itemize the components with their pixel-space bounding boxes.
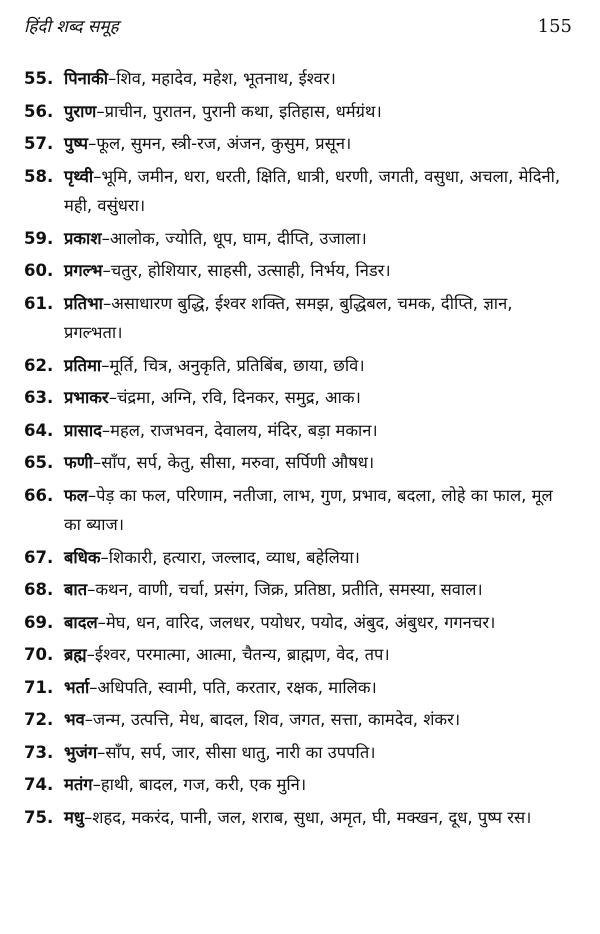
synonyms: असाधारण बुद्धि, ईश्वर शक्ति, समझ, बुद्धिबल, चमक, दीप्ति, ज्ञान, प्रगल्भता।: [64, 293, 513, 342]
headword: पृथ्वी: [64, 166, 94, 186]
synonyms: साँप, सर्प, केतु, सीसा, मरुवा, सर्पिणी औषध।: [101, 453, 375, 472]
entry-body: प्रतिमा–मूर्ति, चित्र, अनुकृति, प्रतिबिंब, छाया, छवि।: [64, 355, 365, 375]
headword: प्रासाद: [64, 420, 102, 440]
synonym-list: [24, 64, 572, 832]
entry-number: 67.: [24, 547, 54, 567]
entry-number: 75.: [24, 807, 54, 827]
synonyms: फूल, सुमन, स्त्री-रज, अंजन, कुसुम, प्रसून।: [96, 134, 352, 153]
entry-body: बादल–मेघ, धन, वारिद, जलधर, पयोधर, पयोद, अंबुद, अंबुधर, गगनचर।: [64, 612, 496, 632]
entry-body: प्रगल्भ–चतुर, होशियार, साहसी, उत्साही, निर्भय, निडर।: [64, 261, 391, 280]
headword: प्रतिमा: [64, 355, 102, 375]
entry-body: भव–जन्म, उत्पत्ति, मेध, बादल, शिव, जगत, सत्ता, कामदेव, शंकर।: [64, 710, 461, 729]
entry-number: 58.: [24, 166, 54, 186]
headword: प्रतिभा: [64, 293, 103, 313]
list-item: [24, 543, 572, 573]
synonyms: शिकारी, हत्यारा, जल्लाद, व्याध, बहेलिया।: [108, 547, 360, 567]
list-item: [24, 608, 572, 638]
entry-body: बधिक–शिकारी, हत्यारा, जल्लाद, व्याध, बहेलिया।: [64, 547, 360, 567]
entry-number: 72.: [24, 710, 54, 729]
headword: ब्रह्म: [64, 645, 87, 664]
entry-body: ब्रह्म–ईश्वर, परमात्मा, आत्मा, चैतन्य, ब्राह्मण, वेद, तप।: [64, 645, 390, 664]
entry-number: 70.: [24, 645, 54, 664]
entry-body: फणी–साँप, सर्प, केतु, सीसा, मरुवा, सर्पिणी औषध।: [64, 453, 375, 472]
synonyms: भूमि, जमीन, धरा, धरती, क्षिति, धात्री, धरणी, जगती, वसुधा, अचला, मेदिनी, मही, वसुंधरा।: [64, 166, 561, 215]
headword: प्रगल्भ: [64, 261, 103, 280]
headword: बधिक: [64, 547, 101, 567]
list-item: [24, 256, 572, 286]
headword: पुराण: [64, 101, 97, 121]
synonyms: चतुर, होशियार, साहसी, उत्साही, निर्भय, निडर।: [110, 261, 391, 280]
headword: मधु: [64, 807, 85, 827]
list-item: [24, 64, 572, 94]
entry-body: पृथ्वी–भूमि, जमीन, धरा, धरती, क्षिति, धात्री, धरणी, जगती, वसुधा, अचला, मेदिनी, मही, वसुंधरा।: [64, 166, 561, 215]
synonyms: आलोक, ज्योति, धूप, घाम, दीप्ति, उजाला।: [109, 228, 367, 248]
entry-number: 66.: [24, 485, 54, 505]
headword: पुष्प: [64, 134, 89, 153]
synonyms: साँप, सर्प, जार, सीसा धातु, नारी का उपपति।: [105, 742, 376, 762]
list-item: [24, 673, 572, 703]
page-header: [24, 14, 572, 54]
entry-body: भर्ता–अधिपति, स्वामी, पति, करतार, रक्षक, मालिक।: [64, 677, 377, 697]
headword: भुजंग: [64, 742, 98, 762]
entry-number: 62.: [24, 355, 54, 375]
entry-body: प्रभाकर–चंद्रमा, अग्नि, रवि, दिनकर, समुद्र, आक।: [64, 388, 361, 407]
synonyms: हाथी, बादल, गज, करी, एक मुनि।: [100, 775, 307, 794]
entry-number: 55.: [24, 69, 54, 88]
entry-number: 74.: [24, 775, 54, 794]
entry-body: पुराण–प्राचीन, पुरातन, पुरानी कथा, इतिहास, धर्मग्रंथ।: [64, 101, 382, 121]
list-item: [24, 481, 572, 540]
entry-body: बात–कथन, वाणी, चर्चा, प्रसंग, जिक्र, प्रतिष्ठा, प्रतीति, समस्या, सवाल।: [64, 580, 483, 599]
entry-body: मतंग–हाथी, बादल, गज, करी, एक मुनि।: [64, 775, 307, 794]
entry-body: फल–पेड़ का फल, परिणाम, नतीजा, लाभ, गुण, प्रभाव, बदला, लोहे का फाल, मूल का ब्याज।: [64, 485, 553, 534]
entry-number: 68.: [24, 580, 54, 599]
synonyms: कथन, वाणी, चर्चा, प्रसंग, जिक्र, प्रतिष्ठा, प्रतीति, समस्या, सवाल।: [95, 580, 483, 599]
entry-number: 71.: [24, 677, 54, 697]
headword: भव: [64, 710, 85, 729]
entry-number: 65.: [24, 453, 54, 472]
entry-number: 61.: [24, 293, 54, 313]
headword: बादल: [64, 612, 98, 632]
synonyms: मूर्ति, चित्र, अनुकृति, प्रतिबिंब, छाया, छवि।: [109, 355, 365, 375]
list-item: [24, 289, 572, 348]
entry-number: 64.: [24, 420, 54, 440]
entry-body: प्रकाश–आलोक, ज्योति, धूप, घाम, दीप्ति, उजाला।: [64, 228, 367, 248]
synonyms: पेड़ का फल, परिणाम, नतीजा, लाभ, गुण, प्रभाव, बदला, लोहे का फाल, मूल का ब्याज।: [64, 485, 553, 534]
synonyms: जन्म, उत्पत्ति, मेध, बादल, शिव, जगत, सत्ता, कामदेव, शंकर।: [93, 710, 461, 729]
list-item: [24, 224, 572, 254]
list-item: [24, 738, 572, 768]
list-item: [24, 575, 572, 605]
entry-body: मधु–शहद, मकरंद, पानी, जल, शराब, सुधा, अमृत, घी, मक्खन, दूध, पुष्प रस।: [64, 807, 532, 827]
synonyms: चंद्रमा, अग्नि, रवि, दिनकर, समुद्र, आक।: [116, 388, 361, 407]
entry-body: पिनाकी–शिव, महादेव, महेश, भूतनाथ, ईश्वर।: [64, 69, 336, 88]
synonyms: अधिपति, स्वामी, पति, करतार, रक्षक, मालिक।: [97, 677, 377, 697]
entry-number: 59.: [24, 228, 54, 248]
entry-body: पुष्प–फूल, सुमन, स्त्री-रज, अंजन, कुसुम, प्रसून।: [64, 134, 352, 153]
entry-number: 60.: [24, 261, 54, 280]
synonyms: महल, राजभवन, देवालय, मंदिर, बड़ा मकान।: [110, 420, 378, 440]
list-item: [24, 705, 572, 735]
synonyms: प्राचीन, पुरातन, पुरानी कथा, इतिहास, धर्मग्रंथ।: [104, 101, 382, 121]
list-item: [24, 97, 572, 127]
list-item: [24, 770, 572, 800]
entry-body: भुजंग–साँप, सर्प, जार, सीसा धातु, नारी का उपपति।: [64, 742, 376, 762]
headword: प्रकाश: [64, 228, 102, 248]
headword: मतंग: [64, 775, 93, 794]
entry-number: 56.: [24, 101, 54, 121]
list-item: [24, 640, 572, 670]
list-item: [24, 803, 572, 833]
headword: भर्ता: [64, 677, 90, 697]
synonyms: शिव, महादेव, महेश, भूतनाथ, ईश्वर।: [116, 69, 336, 88]
headword: फणी: [64, 453, 93, 472]
list-item: [24, 448, 572, 478]
entry-body: प्रतिभा–असाधारण बुद्धि, ईश्वर शक्ति, समझ, बुद्धिबल, चमक, दीप्ति, ज्ञान, प्रगल्भता।: [64, 293, 513, 342]
synonyms: ईश्वर, परमात्मा, आत्मा, चैतन्य, ब्राह्मण, वेद, तप।: [94, 645, 390, 664]
entry-number: 63.: [24, 388, 54, 407]
headword: प्रभाकर: [64, 388, 109, 407]
synonyms: शहद, मकरंद, पानी, जल, शराब, सुधा, अमृत, घी, मक्खन, दूध, पुष्प रस।: [92, 807, 532, 827]
headword: बात: [64, 580, 88, 599]
list-item: [24, 351, 572, 381]
entry-number: 73.: [24, 742, 54, 762]
synonyms: मेघ, धन, वारिद, जलधर, पयोधर, पयोद, अंबुद, अंबुधर, गगनचर।: [105, 612, 496, 632]
list-item: [24, 416, 572, 446]
list-item: [24, 129, 572, 159]
list-item: [24, 383, 572, 413]
entry-number: 69.: [24, 612, 54, 632]
headword: फल: [64, 485, 88, 505]
running-title: हिंदी शब्द समूह: [24, 17, 119, 37]
page-number: 155: [537, 16, 572, 37]
list-item: [24, 162, 572, 221]
entry-body: प्रासाद–महल, राजभवन, देवालय, मंदिर, बड़ा मकान।: [64, 420, 378, 440]
entry-number: 57.: [24, 134, 54, 153]
headword: पिनाकी: [64, 69, 109, 88]
